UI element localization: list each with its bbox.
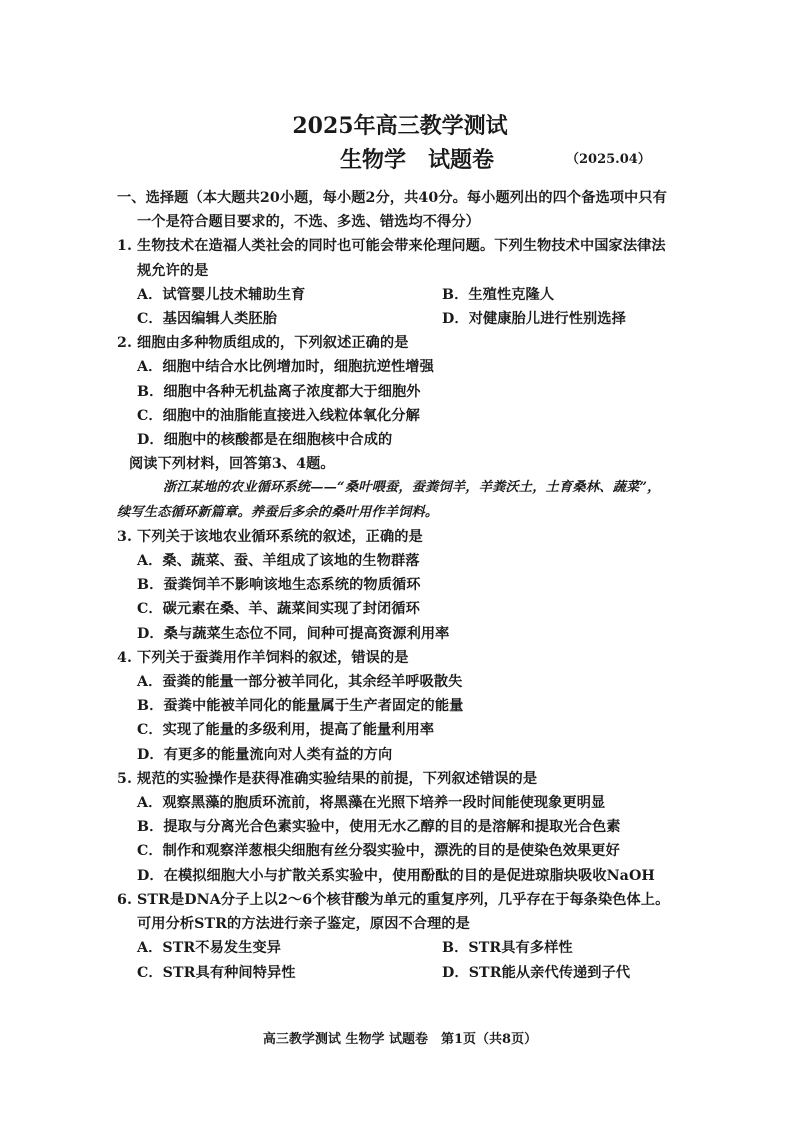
section-instructions: 一、选择题（本大题共20小题，每小题2分，共40分。每小题列出的四个备选项中只有: [117, 190, 667, 206]
q4-option-a: A．蚕粪的能量一部分被羊同化，其余经羊呼吸散失: [137, 674, 463, 691]
reading-intro: 阅读下列材料，回答第3、4题。: [129, 456, 335, 473]
exam-content: [117, 186, 717, 985]
q6-option-b: B．STR具有多样性: [442, 940, 573, 957]
q3-option-c: C．碳元素在桑、羊、蔬菜间实现了封闭循环: [137, 601, 420, 618]
q5-option-d: D．在模拟细胞大小与扩散关系实验中，使用酚酞的目的是促进琼脂块吸收NaOH: [137, 867, 655, 884]
q2-option-d: D．细胞中的核酸都是在细胞核中合成的: [137, 432, 393, 449]
exam-subtitle: 生物学 试题卷: [340, 147, 495, 173]
q2-option-a: A．细胞中结合水比例增加时，细胞抗逆性增强: [137, 359, 434, 376]
exam-title: 2025年高三教学测试: [292, 113, 508, 139]
q4-option-c: C．实现了能量的多级利用，提高了能量利用率: [137, 722, 435, 739]
q3-option-b: B．蚕粪饲羊不影响该地生态系统的物质循环: [137, 577, 421, 594]
q6-option-c: C．STR具有种间特异性: [137, 964, 296, 981]
q6-stem-cont: 可用分析STR的方法进行亲子鉴定，原因不合理的是: [137, 916, 470, 933]
reading-material-cont: 续写生态循环新篇章。养蚕后多余的桑叶用作羊饲料。: [117, 504, 439, 520]
q2-stem: 2. 细胞由多种物质组成的，下列叙述正确的是: [117, 335, 409, 352]
q1-stem: 1. 生物技术在造福人类社会的同时也可能会带来伦理问题。下列生物技术中国家法律法: [117, 238, 666, 255]
q5-option-b: B．提取与分离光合色素实验中，使用无水乙醇的目的是溶解和提取光合色素: [137, 819, 621, 836]
q1-stem-cont: 规允许的是: [137, 262, 209, 279]
q6-options-row2: [117, 961, 717, 985]
q1-options-row1: [117, 283, 717, 307]
page-footer: 高三教学测试 生物学 试题卷 第1页（共8页）: [262, 1032, 538, 1047]
q6-stem: 6. STR是DNA分子上以2～6个核苷酸为单元的重复序列，几乎存在于每条染色体上。: [117, 891, 670, 908]
exam-date: （2025.04）: [566, 152, 651, 167]
q4-option-d: D．有更多的能量流向对人类有益的方向: [137, 746, 393, 763]
q6-options-row1: [117, 936, 717, 960]
q1-options-row2: [117, 307, 717, 331]
reading-material: 浙江某地的农业循环系统——“桑叶喂蚕，蚕粪饲羊，羊粪沃土，土育桑林、蔬菜”，: [163, 480, 661, 496]
q3-stem: 3. 下列关于该地农业循环系统的叙述，正确的是: [117, 528, 423, 545]
q5-stem: 5. 规范的实验操作是获得准确实验结果的前提，下列叙述错误的是: [117, 770, 538, 787]
q3-option-d: D．桑与蔬菜生态位不同，间种可提高资源利用率: [137, 625, 450, 642]
q1-option-c: C．基因编辑人类胚胎: [137, 311, 277, 328]
section-instructions-cont: 一个是符合题目要求的，不选、多选、错选均不得分）: [137, 214, 480, 231]
q5-option-c: C．制作和观察洋葱根尖细胞有丝分裂实验中，漂洗的目的是使染色效果更好: [137, 843, 620, 860]
q2-option-c: C．细胞中的油脂能直接进入线粒体氧化分解: [137, 407, 420, 424]
q6-option-d: D．STR能从亲代传递到子代: [442, 964, 631, 981]
q4-stem: 4. 下列关于蚕粪用作羊饲料的叙述，错误的是: [117, 649, 409, 666]
q1-option-a: A．试管婴儿技术辅助生育: [137, 286, 306, 303]
q1-option-d: D．对健康胎儿进行性别选择: [442, 311, 626, 328]
q2-option-b: B．细胞中各种无机盐离子浓度都大于细胞外: [137, 383, 421, 400]
q6-option-a: A．STR不易发生变异: [137, 940, 282, 957]
q1-option-b: B．生殖性克隆人: [442, 286, 555, 303]
q3-option-a: A．桑、蔬菜、蚕、羊组成了该地的生物群落: [137, 553, 420, 570]
q5-option-a: A．观察黑藻的胞质环流前，将黑藻在光照下培养一段时间能使现象更明显: [137, 795, 606, 812]
q4-option-b: B．蚕粪中能被羊同化的能量属于生产者固定的能量: [137, 698, 464, 715]
